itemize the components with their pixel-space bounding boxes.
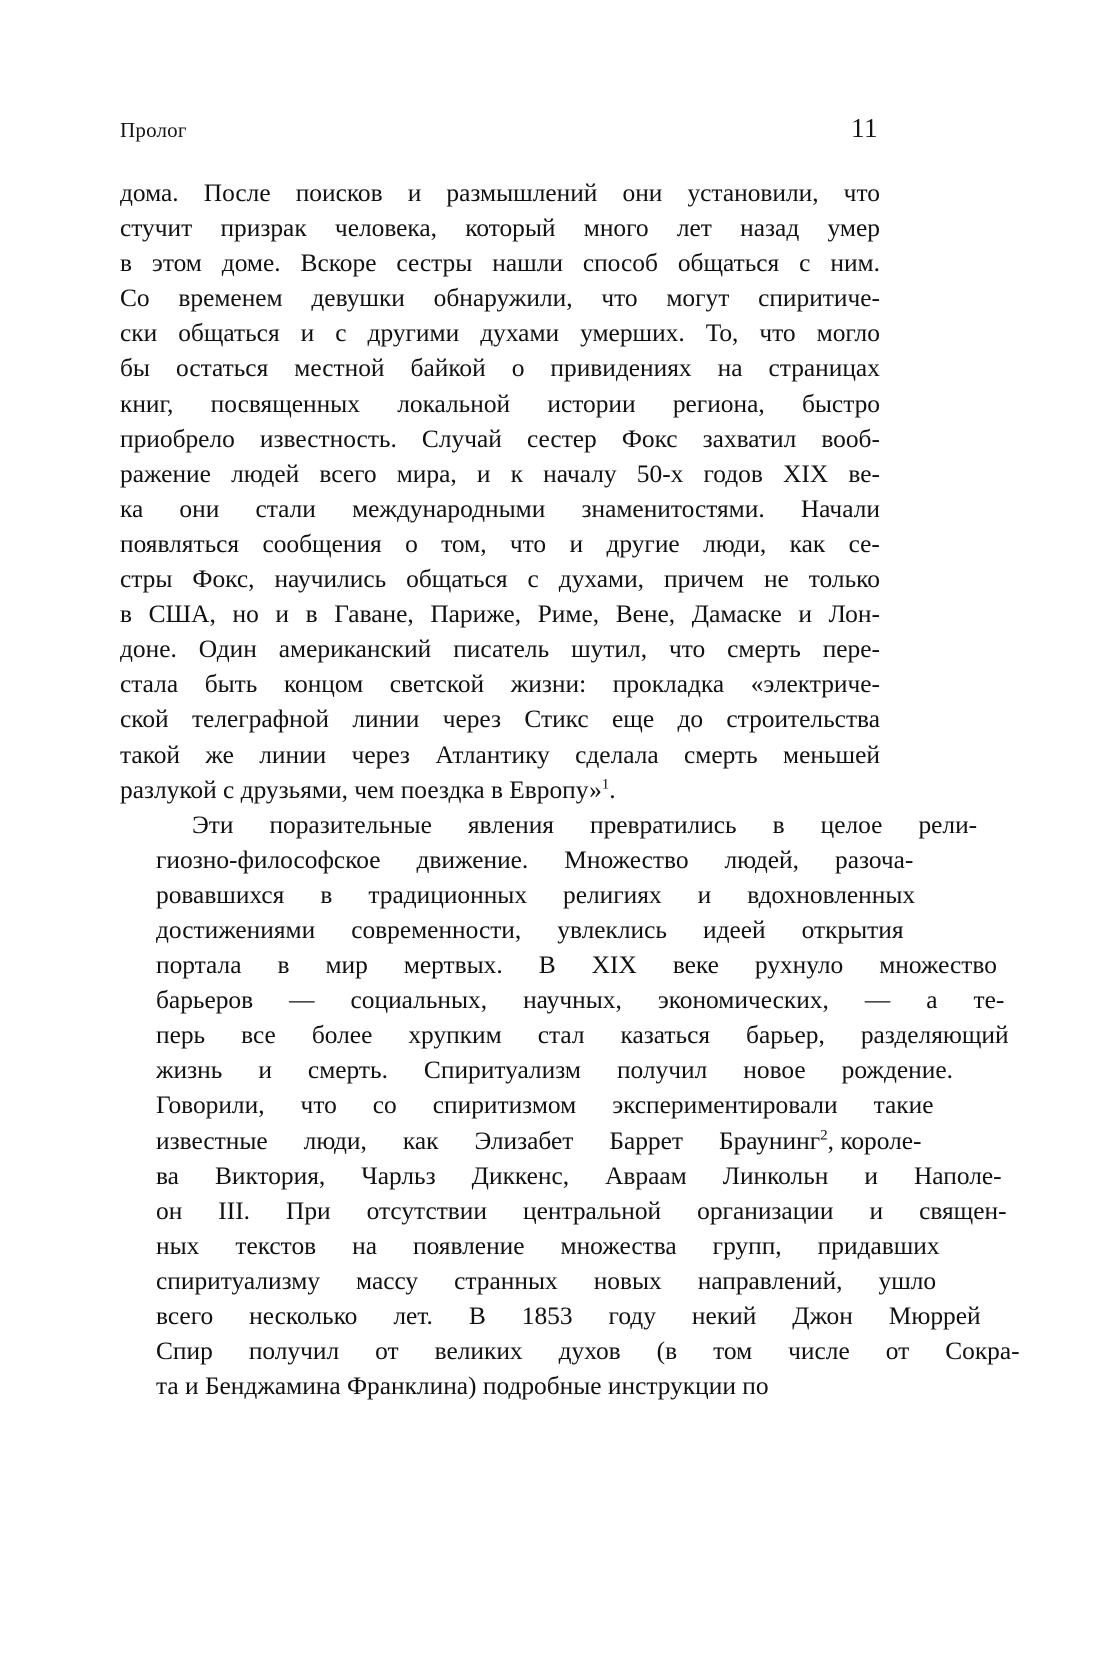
footnote-marker-2[interactable]: 2 <box>820 1127 828 1144</box>
text-line: ражение людей всего мира, и к началу 50-х годов XIX ве- <box>120 459 880 488</box>
text-line: всего несколько лет. В 1853 году некий Джон Мюррей <box>156 1302 981 1330</box>
text-line: Спир получил от великих духов (в том числе от Сокра- <box>156 1337 1020 1366</box>
text-line: в США, но и в Гаване, Париже, Риме, Вене, Дамаске и Лон- <box>120 600 880 629</box>
paragraph-1 <box>120 176 880 808</box>
text-line: Эти поразительные явления превратились в целое рели- <box>192 810 978 839</box>
text-line: известные люди, как Элизабет Баррет Браунинг$^2$, короле- <box>156 1126 922 1155</box>
text-line: Говорили, что со спиритизмом экспериментировали такие <box>156 1091 934 1120</box>
text-line: в этом доме. Вскоре сестры нашли способ общаться с ним. <box>120 249 880 278</box>
text-line: ка они стали международными знаменитостями. Начали <box>120 494 880 523</box>
running-head-title: Пролог <box>120 118 187 142</box>
text-line: ровавшихся в традиционных религиях и вдохновленных <box>156 880 916 909</box>
text-line: он III. При отсутствии центральной организации и священ- <box>156 1196 1007 1225</box>
page-number: 11 <box>851 113 878 143</box>
text-line: появляться сообщения о том, что и другие люди, как се- <box>120 529 880 558</box>
body-text-block <box>120 176 1020 1404</box>
text-line: разлукой с друзьями, чем поездка в Европу»$^1$. <box>120 775 616 804</box>
text-line: барьеров — социальных, научных, экономических, — а те- <box>156 986 1005 1015</box>
text-line: стучит призрак человека, который много лет назад умер <box>120 214 880 243</box>
text-line: доне. Один американский писатель шутил, что смерть пере- <box>120 635 880 664</box>
text-line: книг, посвященных локальной истории региона, быстро <box>120 389 880 418</box>
running-head <box>120 113 878 144</box>
text-line: стры Фокс, научились общаться с духами, причем не только <box>120 565 880 594</box>
text-line: Со временем девушки обнаружили, что могут спиритиче- <box>120 284 880 313</box>
text-line: гиозно-философское движение. Множество людей, разоча- <box>156 845 914 874</box>
text-line: бы остаться местной байкой о привидениях на страницах <box>120 354 880 383</box>
text-line: ски общаться и с другими духами умерших. То, что могло <box>120 319 880 348</box>
text-line: достижениями современности, увлеклись идеей открытия <box>156 915 904 944</box>
footnote-marker-1[interactable]: 1 <box>601 776 610 793</box>
text-line: ва Виктория, Чарльз Диккенс, Авраам Линкольн и Наполе- <box>156 1161 1002 1190</box>
text-line: ской телеграфной линии через Стикс еще до строительства <box>120 705 880 734</box>
text-line: дома. После поисков и размышлений они установили, что <box>120 179 880 207</box>
text-line: портала в мир мертвых. В XIX веке рухнуло множество <box>156 951 997 980</box>
text-line: такой же линии через Атлантику сделала смерть меньшей <box>120 740 880 769</box>
paragraph-2 <box>120 808 1020 1405</box>
text-line: спиритуализму массу странных новых направлений, ушло <box>156 1266 937 1295</box>
text-line: та и Бенджамина Франклина) подробные инструкции по <box>156 1372 769 1401</box>
text-line: приобрело известность. Случай сестер Фокс захватил вооб- <box>120 424 880 453</box>
text-line: стала быть концом светской жизни: прокладка «электриче- <box>120 670 880 699</box>
text-line: жизнь и смерть. Спиритуализм получил новое рождение. <box>156 1056 953 1085</box>
text-line: ных текстов на появление множества групп, придавших <box>156 1231 940 1260</box>
text-line: перь все более хрупким стал казаться барьер, разделяющий <box>156 1021 1009 1050</box>
